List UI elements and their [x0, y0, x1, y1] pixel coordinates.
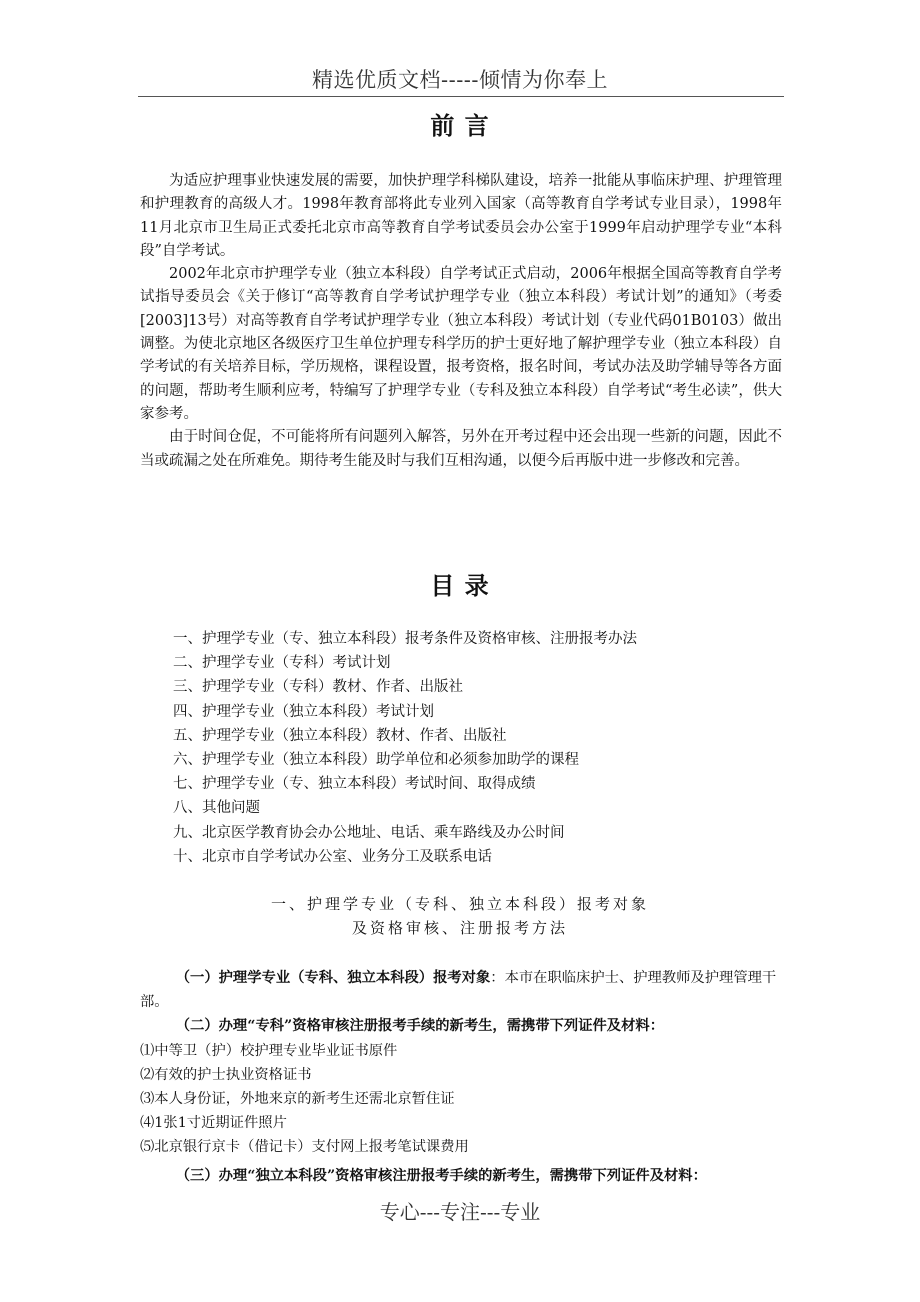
preface-paragraph-1: 为适应护理事业快速发展的需要，加快护理学科梯队建设，培养一批能从事临床护理、护理管理和护理教育的高级人才。1998年教育部将此专业列入国家（高等教育自学考试专业目录），1998年11月北京市卫生局正式委托北京市高等教育自学考试委员会办公室于1999年启动护理学专业“本科段”自学考试。 — [140, 173, 782, 259]
toc-item: 五、护理学专业（独立本科段）教材、作者、出版社 — [173, 727, 507, 744]
eligibility-heading: （一）护理学专业（专科、独立本科段）报考对象 — [175, 970, 491, 986]
toc-item: 六、护理学专业（独立本科段）助学单位和必须参加助学的课程 — [173, 752, 579, 769]
toc-item: 七、护理学专业（专、独立本科段）考试时间、取得成绩 — [173, 776, 536, 793]
toc-item: 四、护理学专业（独立本科段）考试计划 — [173, 703, 434, 720]
section-body — [140, 966, 785, 1188]
toc-list — [173, 627, 773, 869]
header-divider — [138, 96, 784, 97]
material-item: ⑴中等卫（护）校护理专业毕业证书原件 — [140, 1042, 398, 1059]
toc-item: 一、护理学专业（专、独立本科段）报考条件及资格审核、注册报考办法 — [173, 631, 637, 647]
preface-body — [140, 170, 782, 473]
material-item: ⑸北京银行京卡（借记卡）支付网上报考笔试课费用 — [140, 1139, 469, 1156]
toc-item: 二、护理学专业（专科）考试计划 — [173, 655, 391, 672]
junior-college-heading: （二）办理“专科”资格审核注册报考手续的新考生，需携带下列证件及材料： — [175, 1018, 664, 1035]
page-header: 精选优质文档-----倾情为你奉上 — [312, 68, 608, 92]
material-item: ⑶本人身份证，外地来京的新考生还需北京暂住证 — [140, 1091, 455, 1108]
eligibility-text: ：本市在职临床护士、护理教师及护理管理干部。 — [140, 970, 777, 1011]
preface-paragraph-2: 2002年北京市护理学专业（独立本科段）自学考试正式启动，2006年根据全国高等教育自学考试指导委员会《关于修订“高等教育自学考试护理学专业（独立本科段）考试计划”的通知》（考委[2003]13号）对高等教育自学考试护理学专业（独立本科段）考试计划（专业代码01B0103）做出调整。为使北京地区各级医疗卫生单位护理专科学历的护士更好地了解护理学专业（独立本科段）自学考试的有关培养目标，学历规格，课程设置，报考资格，报名时间，考试办法及助学辅导等各方面的问题，帮助考生顺利应考，特编写了护理学专业（专科及独立本科段）自学考试“考生必读”，供大家参考。 — [140, 266, 782, 422]
undergraduate-heading: （三）办理“独立本科段”资格审核注册报考手续的新考生，需携带下列证件及材料： — [175, 1167, 707, 1184]
preface-title: 前 言 — [430, 111, 490, 140]
section-title-line-1: 一、护理学专业（专科、独立本科段）报考对象 — [270, 895, 649, 913]
eligibility-paragraph — [140, 966, 785, 1014]
page-footer: 专心---专注---专业 — [379, 1200, 541, 1224]
preface-paragraph-3: 由于时间仓促，不可能将所有问题列入解答，另外在开考过程中还会出现一些新的问题，因此不当或疏漏之处在所难免。期待考生能及时与我们互相沟通，以便今后再版中进一步修改和完善。 — [140, 429, 782, 469]
material-item: ⑷1张1寸近期证件照片 — [140, 1115, 287, 1132]
toc-item: 三、护理学专业（专科）教材、作者、出版社 — [173, 679, 463, 696]
toc-title: 目 录 — [430, 571, 490, 600]
section-title-line-2: 及资格审核、注册报考方法 — [351, 919, 568, 937]
material-item: ⑵有效的护士执业资格证书 — [140, 1066, 312, 1083]
toc-item: 八、其他问题 — [173, 800, 260, 817]
toc-item: 九、北京医学教育协会办公地址、电话、乘车路线及办公时间 — [173, 824, 565, 841]
toc-item: 十、北京市自学考试办公室、业务分工及联系电话 — [173, 848, 492, 865]
